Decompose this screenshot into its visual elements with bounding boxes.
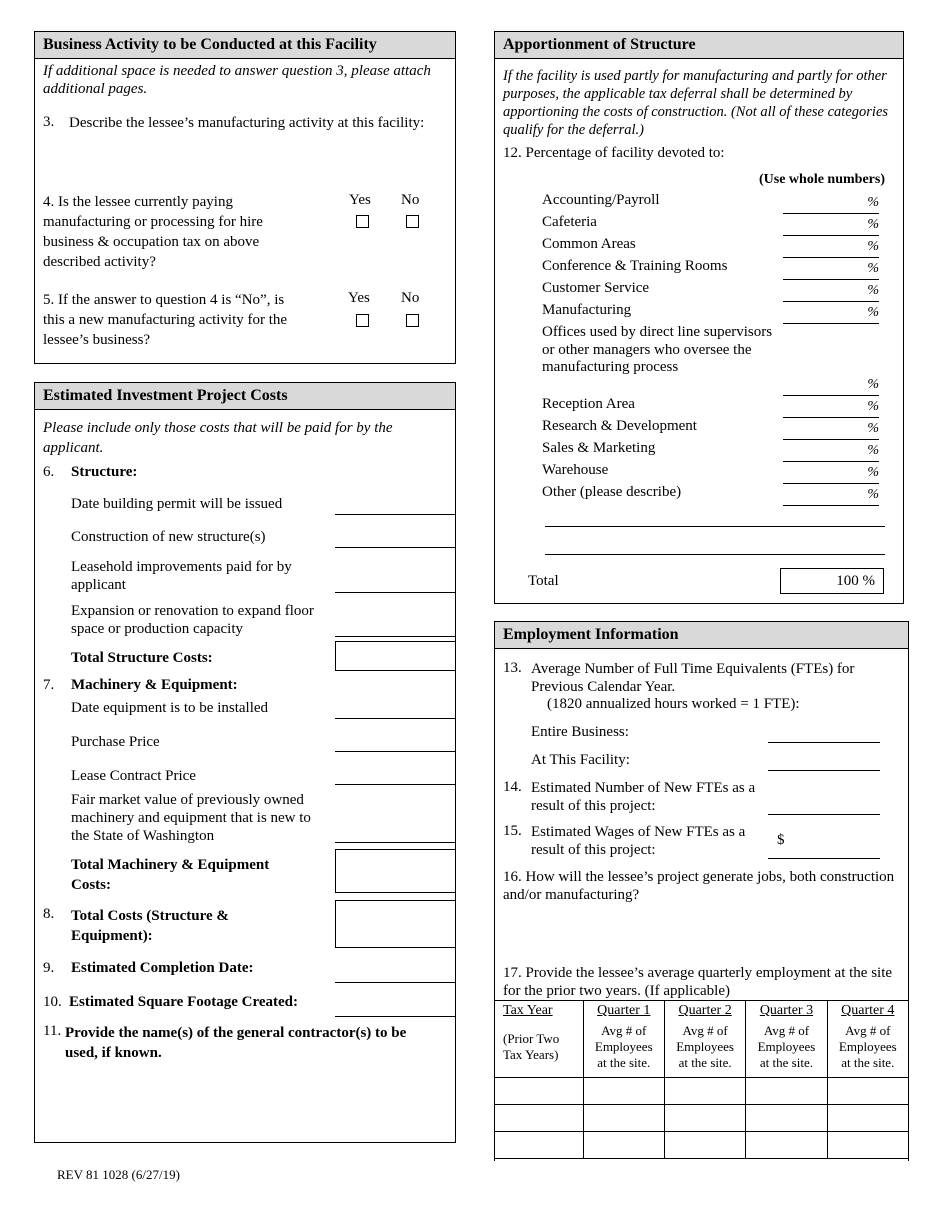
q12-text: 12. Percentage of facility devoted to:	[503, 145, 725, 161]
q15-number: 15.	[503, 823, 522, 839]
q6-title: Structure:	[71, 464, 138, 480]
table-cell[interactable]	[664, 1105, 745, 1132]
q4-yes-checkbox[interactable]	[356, 215, 369, 228]
total-me-label: Total Machinery & Equipment Costs:	[71, 857, 270, 893]
form-revision-footer: REV 81 1028 (6/27/19)	[57, 1167, 180, 1182]
table-cell[interactable]	[827, 1078, 908, 1105]
apportion-percent-field[interactable]: %	[783, 239, 879, 258]
wages-dollar-sign: $	[777, 832, 785, 848]
quarter-4-sub: Avg # of Employees at the site.	[838, 1023, 897, 1070]
expansion-field[interactable]	[335, 636, 455, 637]
apportionment-header: Apportionment of Structure	[495, 32, 903, 59]
quarterly-employment-table	[494, 1000, 909, 1159]
total-structure-field[interactable]	[335, 641, 456, 671]
q4-no-checkbox[interactable]	[406, 215, 419, 228]
apportion-percent-field[interactable]: %	[783, 217, 879, 236]
entire-business-field[interactable]	[768, 742, 880, 743]
table-cell[interactable]	[495, 1105, 584, 1132]
apportion-percent-field[interactable]: %	[783, 283, 879, 302]
q10-number: 10.	[43, 994, 62, 1010]
q14-number: 14.	[503, 779, 522, 795]
quarter-1-label: Quarter 1	[597, 1003, 651, 1018]
apportion-percent-field[interactable]: %	[783, 399, 879, 418]
apportion-category-label: Other (please describe)	[542, 484, 682, 500]
quarter-2-sub: Avg # of Employees at the site.	[676, 1023, 734, 1070]
q13-text: Average Number of Full Time Equivalents (FTEs) for Previous Calendar Year.	[531, 661, 855, 695]
other-describe-line-1[interactable]	[545, 526, 885, 527]
install-date-label: Date equipment is to be installed	[71, 700, 269, 716]
apportion-category-label: Reception Area	[542, 396, 635, 412]
apportion-category-label: Conference & Training Rooms	[542, 258, 728, 274]
leasehold-field[interactable]	[335, 592, 455, 593]
apportion-percent-field[interactable]: %	[783, 305, 879, 324]
business-activity-header: Business Activity to be Conducted at this Facility	[35, 32, 455, 59]
quarter-3-label: Quarter 3	[759, 1003, 814, 1018]
tax-year-sub: (Prior Two Tax Years)	[503, 1031, 560, 1062]
q8-number: 8.	[43, 906, 55, 922]
apportion-category-label: Manufacturing	[542, 302, 632, 318]
quarter-3-sub: Avg # of Employees at the site.	[757, 1023, 816, 1070]
new-construction-field[interactable]	[335, 547, 455, 548]
total-costs-field[interactable]	[335, 900, 456, 948]
table-cell[interactable]	[746, 1105, 827, 1132]
q16-text: 16. How will the lessee’s project generate jobs, both construction and/or manufacturing?	[503, 869, 895, 903]
table-cell[interactable]	[583, 1105, 664, 1132]
q6-number: 6.	[43, 464, 55, 480]
q11-number: 11.	[43, 1023, 62, 1039]
entire-business-label: Entire Business:	[531, 724, 629, 740]
q5-no-checkbox[interactable]	[406, 314, 419, 327]
tax-year-label: Tax Year	[503, 1003, 553, 1018]
table-cell[interactable]	[495, 1078, 584, 1105]
q5-no-label: No	[401, 290, 420, 306]
apportion-category-label: Offices used by direct line supervisors or other managers who oversee the manufacturing process	[542, 324, 773, 375]
q7-number: 7.	[43, 677, 55, 693]
new-wages-field[interactable]	[768, 858, 880, 859]
q7-title: Machinery & Equipment:	[71, 677, 238, 693]
quarter-2-header	[664, 1001, 745, 1078]
table-cell[interactable]	[746, 1078, 827, 1105]
apportion-percent-field[interactable]: %	[783, 443, 879, 462]
new-construction-label: Construction of new structure(s)	[71, 529, 266, 545]
q4-text: 4. Is the lessee currently paying manufacturing or processing for hire business & occupation tax on above described activity?	[43, 194, 263, 270]
table-cell[interactable]	[664, 1078, 745, 1105]
table-row	[495, 1078, 909, 1105]
q4-no-label: No	[401, 192, 420, 208]
q5-yes-label: Yes	[348, 290, 370, 306]
apportion-percent-field[interactable]: %	[783, 465, 879, 484]
at-facility-field[interactable]	[768, 770, 880, 771]
business-activity-section	[34, 31, 456, 364]
lease-price-field[interactable]	[335, 784, 455, 785]
investment-header: Estimated Investment Project Costs	[35, 383, 455, 410]
apportion-percent-field[interactable]: %	[783, 421, 879, 440]
q5-yes-checkbox[interactable]	[356, 314, 369, 327]
lease-price-label: Lease Contract Price	[71, 768, 196, 784]
square-footage-field[interactable]	[335, 1016, 455, 1017]
apportionment-section	[494, 31, 904, 604]
q17-text: 17. Provide the lessee’s average quarterly employment at the site for the prior two years. (If applicable)	[503, 965, 893, 999]
permit-date-label: Date building permit will be issued	[71, 496, 283, 512]
expansion-label: Expansion or renovation to expand floor space or production capacity	[71, 603, 314, 637]
q3-number: 3.	[43, 114, 55, 130]
apportion-percent-field[interactable]: %	[783, 487, 879, 506]
tax-year-header	[495, 1001, 584, 1078]
q15-text: Estimated Wages of New FTEs as a result of this project:	[531, 824, 746, 858]
fair-market-label: Fair market value of previously owned machinery and equipment that is new to the State of Washington	[71, 792, 311, 844]
apportion-category-label: Research & Development	[542, 418, 697, 434]
q8-text: Total Costs (Structure & Equipment):	[71, 908, 229, 944]
purchase-price-label: Purchase Price	[71, 734, 160, 750]
permit-date-field[interactable]	[335, 514, 455, 515]
table-row	[495, 1105, 909, 1132]
quarter-4-label: Quarter 4	[841, 1003, 895, 1018]
quarter-4-header	[827, 1001, 908, 1078]
q5-text: 5. If the answer to question 4 is “No”, is this a new manufacturing activity for the lessee’s business?	[43, 292, 288, 348]
q3-text: Describe the lessee’s manufacturing activity at this facility:	[69, 115, 425, 131]
apportion-percent-field[interactable]: %	[783, 377, 879, 396]
apportion-percent-field[interactable]: %	[783, 195, 879, 214]
apportion-category-label: Cafeteria	[542, 214, 597, 230]
quarter-1-header	[583, 1001, 664, 1078]
table-cell[interactable]	[827, 1105, 908, 1132]
total-structure-label: Total Structure Costs:	[71, 650, 213, 666]
q11-text: Provide the name(s) of the general contractor(s) to be used, if known.	[65, 1025, 407, 1061]
q9-number: 9.	[43, 960, 55, 976]
q4-yes-label: Yes	[349, 192, 371, 208]
table-cell[interactable]	[495, 1132, 584, 1159]
table-cell[interactable]	[664, 1132, 745, 1159]
apportion-percent-field[interactable]: %	[783, 261, 879, 280]
q10-text: Estimated Square Footage Created:	[69, 994, 298, 1010]
total-label: Total	[528, 573, 559, 589]
employment-header: Employment Information	[495, 622, 908, 649]
table-row	[495, 1132, 909, 1159]
quarter-3-header	[746, 1001, 827, 1078]
table-cell[interactable]	[583, 1078, 664, 1105]
apportion-category-label: Accounting/Payroll	[542, 192, 660, 208]
table-cell[interactable]	[746, 1132, 827, 1159]
whole-numbers-note: (Use whole numbers)	[759, 172, 885, 187]
apportion-category-label: Sales & Marketing	[542, 440, 656, 456]
total-me-field[interactable]	[335, 849, 456, 893]
leasehold-label: Leasehold improvements paid for by applicant	[71, 559, 292, 593]
install-date-field[interactable]	[335, 718, 455, 719]
purchase-price-field[interactable]	[335, 751, 455, 752]
q14-text: Estimated Number of New FTEs as a result of this project:	[531, 780, 756, 814]
q9-text: Estimated Completion Date:	[71, 960, 254, 976]
apportion-category-label: Warehouse	[542, 462, 609, 478]
table-cell[interactable]	[827, 1132, 908, 1159]
quarter-2-label: Quarter 2	[678, 1003, 732, 1018]
total-value: 100 %	[780, 568, 884, 594]
new-ftes-field[interactable]	[768, 814, 880, 815]
apportion-category-label: Customer Service	[542, 280, 650, 296]
business-activity-note: If additional space is needed to answer question 3, please attach additional pages.	[43, 63, 431, 97]
investment-note: Please include only those costs that will be paid for by the applicant.	[43, 420, 393, 456]
employment-section	[494, 621, 909, 1161]
completion-date-field[interactable]	[335, 982, 455, 983]
quarter-1-sub: Avg # of Employees at the site.	[594, 1023, 653, 1070]
apportion-category-label: Common Areas	[542, 236, 636, 252]
investment-section	[34, 382, 456, 1143]
other-describe-line-2[interactable]	[545, 554, 885, 555]
fair-market-field[interactable]	[335, 842, 455, 843]
table-cell[interactable]	[583, 1132, 664, 1159]
at-facility-label: At This Facility:	[531, 752, 630, 768]
table-header-row	[495, 1001, 909, 1078]
apportionment-note: If the facility is used partly for manufacturing and partly for other purposes, the applicable tax deferral shall be determined by apportioning the costs of construction. (Not all of these categories qualify for the deferral.)	[503, 68, 889, 138]
q13-number: 13.	[503, 660, 522, 676]
q13-sub: (1820 annualized hours worked = 1 FTE):	[547, 696, 800, 712]
